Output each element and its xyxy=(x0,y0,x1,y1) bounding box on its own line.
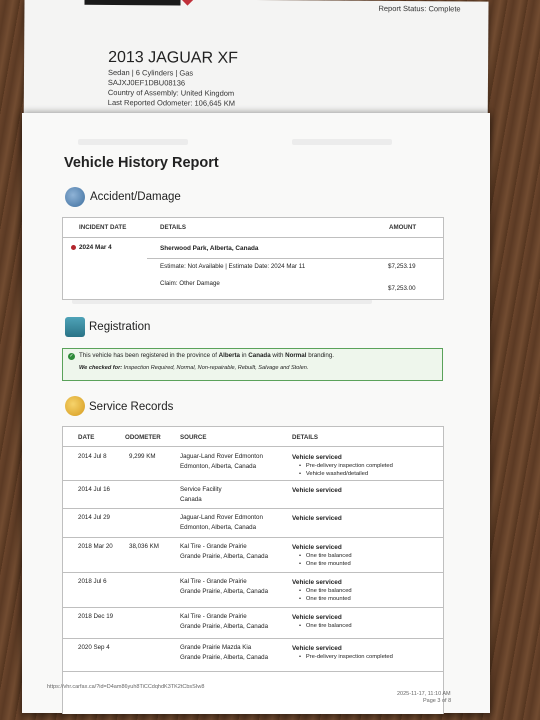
incident-date: 2024 Mar 4 xyxy=(79,244,112,251)
vehicle-title: 2013 JAGUAR XF xyxy=(108,48,239,67)
service-source-name: Jaguar-Land Rover Edmonton xyxy=(180,514,263,521)
row-divider xyxy=(63,572,443,573)
bullet-icon: • xyxy=(299,623,306,629)
service-detail-item xyxy=(299,588,352,594)
date-header: DATE xyxy=(78,434,95,441)
registration-text: This vehicle has been registered in the province of Alberta in Canada with Normal branding. xyxy=(79,352,335,359)
details-header: DETAILS xyxy=(160,224,187,231)
accident-section-title: Accident/Damage xyxy=(90,191,181,203)
row-divider xyxy=(63,607,443,608)
row-divider xyxy=(63,537,443,538)
amount-header: AMOUNT xyxy=(389,224,417,231)
service-detail-item xyxy=(299,553,352,559)
service-detail-item xyxy=(299,596,351,602)
last-odometer: Last Reported Odometer: 106,645 KM xyxy=(107,97,235,108)
service-detail-text: One tire balanced xyxy=(305,588,352,594)
service-odometer: 38,036 KM xyxy=(129,543,159,550)
service-detail-item xyxy=(299,463,393,469)
service-source-name: Kal Tire - Grande Prairie xyxy=(180,613,247,620)
service-status: Vehicle serviced xyxy=(292,645,342,652)
details-header: DETAILS xyxy=(292,434,319,441)
service-date: 2018 Jul 6 xyxy=(78,578,107,585)
page-number: Page 3 of 8 xyxy=(423,698,452,704)
service-status: Vehicle serviced xyxy=(292,487,342,494)
service-detail-text: Vehicle washed/detailed xyxy=(305,471,369,477)
bullet-icon: • xyxy=(299,654,306,660)
service-status: Vehicle serviced xyxy=(292,515,342,522)
odometer-header: ODOMETER xyxy=(125,434,161,441)
service-status: Vehicle serviced xyxy=(292,614,342,621)
alert-dot-icon xyxy=(71,245,76,250)
service-source-location: Edmonton, Alberta, Canada xyxy=(180,524,257,531)
estimate-amount: $7,253.19 xyxy=(388,263,416,270)
service-odometer: 9,299 KM xyxy=(129,453,156,460)
report-timestamp: 2025-11-17, 11:10 AM xyxy=(397,691,451,697)
report-url: https://vhr.carfax.ca/?id=D4am86yuh8TiCCdqhdK3TK2tCbsSIw8 xyxy=(47,684,205,690)
carfax-logo-mark xyxy=(180,0,194,6)
service-detail-text: One tire balanced xyxy=(305,623,352,629)
check-icon: ✓ xyxy=(69,353,74,359)
claim-details: Claim: Other Damage xyxy=(160,280,220,287)
service-date: 2014 Jul 29 xyxy=(78,514,110,521)
service-detail-item xyxy=(299,561,351,567)
service-detail-text: One tire balanced xyxy=(305,553,352,559)
service-detail-item xyxy=(299,654,393,660)
checked-for-text: We checked for: Inspection Required, Normal, Non-repairable, Rebuilt, Salvage and Stolen. xyxy=(79,365,309,371)
registration-section-title: Registration xyxy=(89,321,151,333)
report-status: Report Status: Complete xyxy=(378,3,461,14)
report-page xyxy=(22,113,490,713)
bullet-icon: • xyxy=(299,471,306,477)
service-source-name: Kal Tire - Grande Prairie xyxy=(180,578,247,585)
service-source-name: Jaguar-Land Rover Edmonton xyxy=(180,453,263,460)
service-source-name: Service Facility xyxy=(180,486,222,493)
service-detail-item xyxy=(299,471,368,477)
accident-table xyxy=(62,217,444,300)
service-source-location: Grande Prairie, Alberta, Canada xyxy=(180,654,269,661)
service-detail-item xyxy=(299,623,352,629)
bullet-icon: • xyxy=(299,588,306,594)
service-source-location: Grande Prairie, Alberta, Canada xyxy=(180,588,269,595)
incident-location: Sherwood Park, Alberta, Canada xyxy=(160,245,259,252)
claim-amount: $7,253.00 xyxy=(388,285,416,292)
row-divider xyxy=(63,638,443,639)
row-divider xyxy=(63,480,443,481)
service-source-location: Canada xyxy=(180,496,202,503)
row-divider xyxy=(63,508,443,509)
service-date: 2018 Mar 20 xyxy=(78,543,113,550)
registration-icon xyxy=(65,317,85,337)
service-date: 2014 Jul 8 xyxy=(78,453,107,460)
service-table xyxy=(62,426,444,714)
service-source-location: Grande Prairie, Alberta, Canada xyxy=(180,623,269,630)
service-status: Vehicle serviced xyxy=(292,454,342,461)
vehicle-specs: Sedan | 6 Cylinders | Gas xyxy=(107,67,194,78)
bullet-icon: • xyxy=(299,463,306,469)
service-detail-text: One tire mounted xyxy=(305,596,351,602)
service-source-name: Grande Prairie Mazda Kia xyxy=(180,644,252,651)
estimate-details: Estimate: Not Available | Estimate Date: 2024 Mar 11 xyxy=(160,263,306,270)
row-divider xyxy=(63,671,443,672)
service-icon xyxy=(65,396,85,416)
service-source-name: Kal Tire - Grande Prairie xyxy=(180,543,247,550)
service-source-location: Edmonton, Alberta, Canada xyxy=(180,463,257,470)
report-title: Vehicle History Report xyxy=(64,155,219,171)
service-date: 2018 Dec 19 xyxy=(78,613,114,620)
registration-notice xyxy=(62,348,443,381)
service-detail-text: Pre-delivery inspection completed xyxy=(305,654,393,660)
bullet-icon: • xyxy=(299,561,306,567)
carfax-logo xyxy=(84,0,180,5)
service-detail-text: One tire mounted xyxy=(305,561,351,567)
service-date: 2020 Sep 4 xyxy=(78,644,110,651)
service-date: 2014 Jul 16 xyxy=(78,486,110,493)
incident-date-header: INCIDENT DATE xyxy=(79,224,127,231)
bullet-icon: • xyxy=(299,596,306,602)
service-section-title: Service Records xyxy=(89,401,174,413)
source-header: SOURCE xyxy=(180,434,207,441)
car-accident-icon xyxy=(65,187,85,207)
bullet-icon: • xyxy=(299,553,306,559)
service-detail-text: Pre-delivery inspection completed xyxy=(305,463,393,469)
service-status: Vehicle serviced xyxy=(292,544,342,551)
country-of-assembly: Country of Assembly: United Kingdom xyxy=(107,87,235,98)
vehicle-vin: SAJXJ0EF1DBU08136 xyxy=(107,77,186,88)
service-source-location: Grande Prairie, Alberta, Canada xyxy=(180,553,269,560)
service-status: Vehicle serviced xyxy=(292,579,342,586)
